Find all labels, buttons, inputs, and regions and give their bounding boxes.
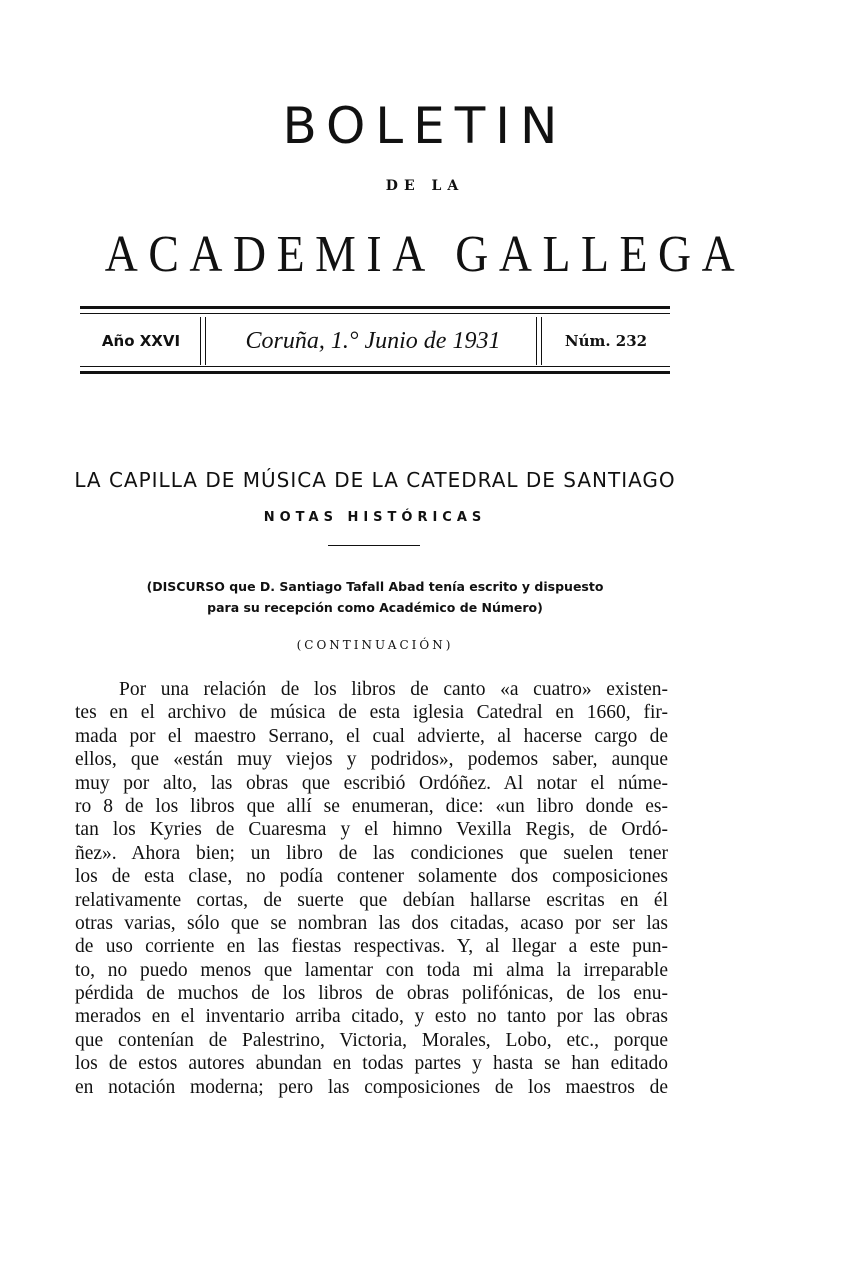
body-line: en notación moderna; pero las composiciones de los maestros de <box>75 1076 668 1098</box>
body-line: pérdida de muchos de los libros de obras polifónicas, de los enu- <box>75 983 668 1005</box>
body-line: tan los Kyries de Cuaresma y el himno Vexilla Regis, de Ordó- <box>75 819 668 841</box>
masthead-box <box>80 306 670 374</box>
body-line: los de esta clase, no podía contener solamente dos composiciones <box>75 866 668 888</box>
body-line: muy por alto, las obras que escribió Ordóñez. Al notar el núme- <box>75 772 668 794</box>
body-line: de uso corriente en las fiestas respectivas. Y, al llegar a este pun- <box>75 936 668 958</box>
article-subtitle: NOTAS HISTÓRICAS <box>263 510 487 525</box>
journal-title: BOLETIN <box>282 97 568 155</box>
article-note-line: para su recepción como Académico de Número) <box>207 600 543 615</box>
article-note-line: (DISCURSO que D. Santiago Tafall Abad tenía escrito y dispuesto <box>146 579 604 594</box>
journal-subtitle: ACADEMIA GALLEGA <box>104 226 746 283</box>
issue-place-date: Coruña, 1.° Junio de 1931 <box>245 327 501 354</box>
body-line: to, no puedo menos que lamentar con toda mi alma la irreparable <box>75 959 668 981</box>
body-line: los de estos autores abundan en todas partes y hasta se han editado <box>75 1053 668 1075</box>
issue-year: Año XXVI <box>101 332 181 350</box>
issue-number: Núm. 232 <box>564 332 648 350</box>
body-line: mada por el maestro Serrano, el cual advierte, al hacerse cargo de <box>75 725 668 747</box>
body-line: ñez». Ahora bien; un libro de las condiciones que suelen tener <box>75 842 668 864</box>
body-line: ellos, que «están muy viejos y podridos», podemos saber, aunque <box>75 749 668 771</box>
masthead-divider <box>200 317 206 365</box>
body-line: que contenían de Palestrino, Victoria, Morales, Lobo, etc., porque <box>75 1029 668 1051</box>
article-title: LA CAPILLA DE MÚSICA DE LA CATEDRAL DE SANTIAGO <box>74 468 676 492</box>
article-note <box>0 576 750 618</box>
body-line: ro 8 de los libros que allí se enumeran, dice: «un libro donde es- <box>75 795 668 817</box>
body-line: merados en el inventario arriba citado, y esto no tanto por las obras <box>75 1006 668 1028</box>
body-line: otras varias, sólo que se nombran las dos citadas, acaso por ser las <box>75 912 668 934</box>
body-line: relativamente cortas, de suerte que debían hallarse escritas en él <box>75 889 668 911</box>
body-line: tes en el archivo de música de esta iglesia Catedral en 1660, fir- <box>75 702 668 724</box>
section-rule <box>328 545 420 546</box>
journal-title-connector: DE LA <box>385 178 465 194</box>
article-body <box>75 678 668 1099</box>
continuation-label: (CONTINUACIÓN) <box>296 638 454 652</box>
body-line: Por una relación de los libros de canto «a cuatro» existen- <box>119 679 668 700</box>
